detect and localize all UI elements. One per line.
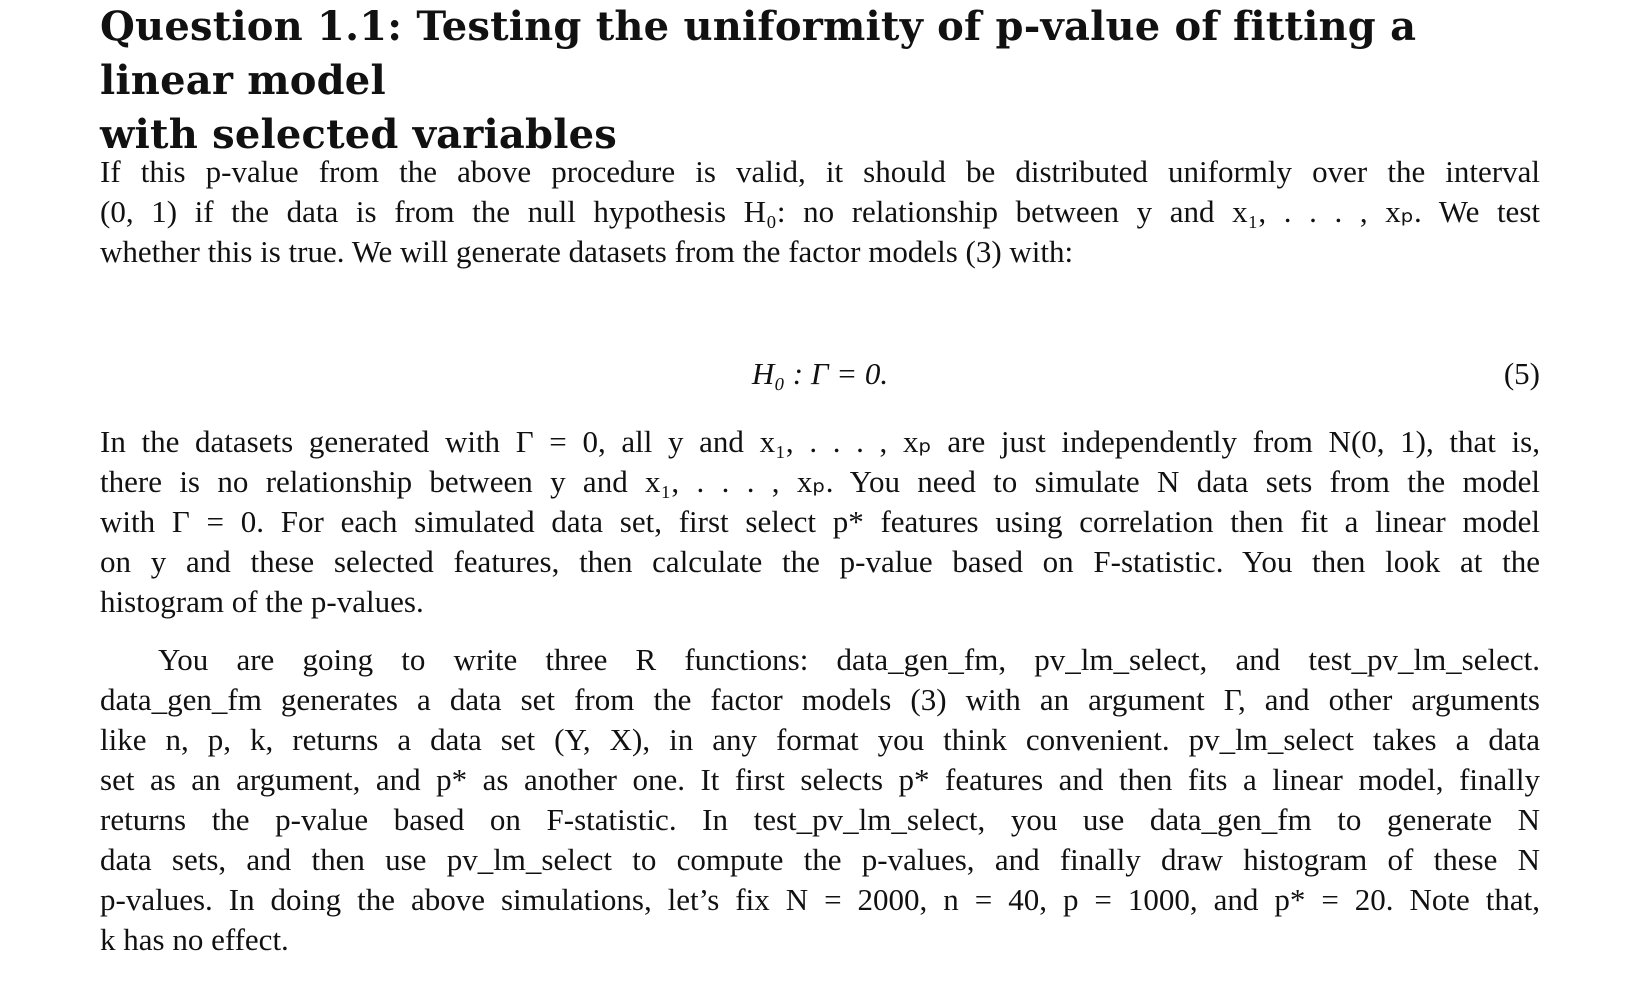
text-line: with Γ = 0. For each simulated data set, first select p* features using correlation then fit a linear model <box>100 504 1540 539</box>
text-line: like n, p, k, returns a data set (Y, X), in any format you think convenient. pv_lm_select takes a data <box>100 722 1540 757</box>
text-line: histogram of the p-values. <box>100 584 424 619</box>
text-line: k has no effect. <box>100 922 289 957</box>
paragraph-functions <box>100 640 1540 960</box>
text-line: there is no relationship between y and x₁, . . . , xₚ. You need to simulate N data sets from the model <box>100 464 1540 499</box>
text-line: (0, 1) if the data is from the null hypothesis H₀: no relationship between y and x₁, . . . , xₚ. We test <box>100 194 1540 229</box>
text-line: returns the p-value based on F-statistic. In test_pv_lm_select, you use data_gen_fm to generate N <box>100 802 1540 837</box>
equation-body: H₀ : Γ = 0. <box>751 356 889 391</box>
text-line: data_gen_fm generates a data set from the factor models (3) with an argument Γ, and other arguments <box>100 682 1540 717</box>
text-line: on y and these selected features, then calculate the p-value based on F-statistic. You then look at the <box>100 544 1540 579</box>
text-line: p-values. In doing the above simulations, let’s fix N = 2000, n = 40, p = 1000, and p* = 20. Note that, <box>100 882 1540 917</box>
text-line: data sets, and then use pv_lm_select to compute the p-values, and finally draw histogram of these N <box>100 842 1540 877</box>
heading-line-2: with selected variables <box>100 111 617 158</box>
text-line: set as an argument, and p* as another one. It first selects p* features and then fits a linear model, finally <box>100 762 1540 797</box>
text-line: If this p-value from the above procedure is valid, it should be distributed uniformly over the interval <box>100 154 1540 189</box>
display-equation <box>100 356 1540 400</box>
equation-number: (5) <box>1503 356 1540 391</box>
paragraph-intro <box>100 152 1540 272</box>
text-line: In the datasets generated with Γ = 0, all y and x₁, . . . , xₚ are just independently from N(0, 1), that is, <box>100 424 1540 459</box>
text-line: You are going to write three R functions: data_gen_fm, pv_lm_select, and test_pv_lm_select. <box>158 642 1540 677</box>
section-heading <box>100 0 1540 162</box>
heading-line-1: Question 1.1: Testing the uniformity of p-value of fitting a linear model <box>100 3 1417 104</box>
paragraph-null-datasets <box>100 422 1540 622</box>
text-line: whether this is true. We will generate datasets from the factor models (3) with: <box>100 234 1074 269</box>
